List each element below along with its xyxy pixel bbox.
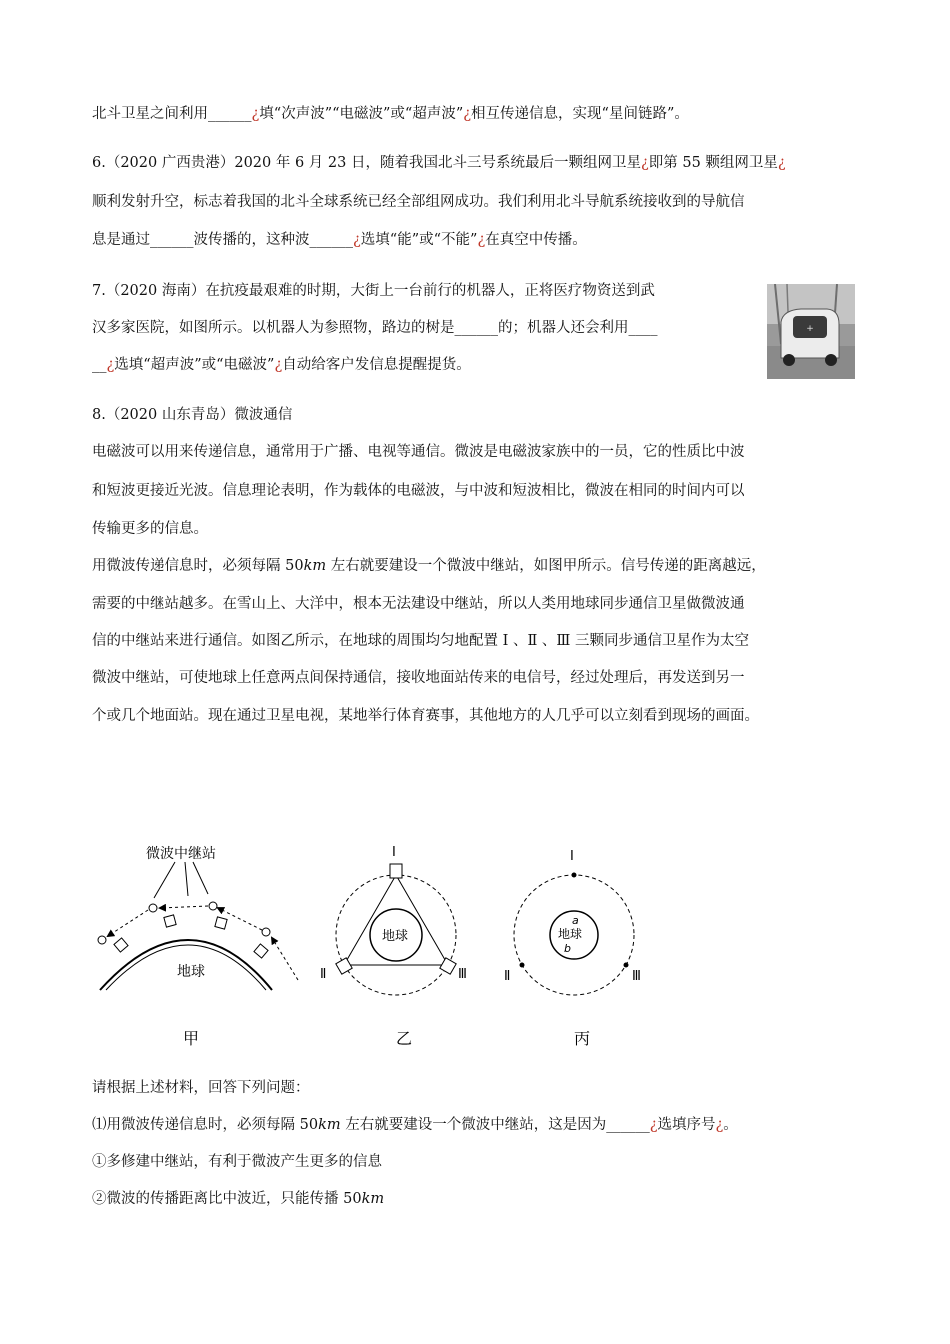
figure-bing — [504, 849, 641, 995]
paragraph-2-line3: 信的中继站来进行通信。如图乙所示，在地球的周围均匀地配置 Ⅰ 、Ⅱ 、Ⅲ 三颗同步通信卫星作为太空 — [92, 633, 749, 649]
robot-photo — [767, 284, 855, 379]
question-6-line2: 顺利发射升空，标志着我国的北斗全球系统已经全部组网成功。我们利用北斗导航系统接收到的导航信 — [92, 194, 745, 210]
point-b-label: b — [564, 942, 571, 955]
bing-sat-3-label: Ⅲ — [632, 969, 641, 984]
caption-bing: 丙 — [574, 1029, 591, 1048]
yi-sat-2-label: Ⅱ — [320, 967, 327, 982]
paragraph-2-line5: 个或几个地面站。现在通过卫星电视，某地举行体育赛事，其他地方的人几乎可以立刻看到现场的画面。 — [92, 708, 759, 724]
question-6-line1: 6.（2020 广西贵港）2020 年 6 月 23 日，随着我国北斗三号系统最后一颗组网卫星¿即第 55 颗组网卫星¿ — [92, 155, 786, 171]
question-8-title: 8.（2020 山东青岛）微波通信 — [92, 407, 293, 423]
yi-sat-1-label: Ⅰ — [392, 845, 396, 860]
question-7-line3: __¿选填“超声波”或“电磁波”¿自动给客户发信息提醒提货。 — [92, 357, 471, 373]
figure-jia — [98, 845, 298, 990]
paragraph-2-line4: 微波中继站，可使地球上任意两点间保持通信，接收地面站传来的电信号，经过处理后，再发送到另一 — [92, 670, 745, 686]
question-7-line2: 汉多家医院，如图所示。以机器人为参照物，路边的树是______的；机器人还会利用____ — [92, 320, 658, 336]
bing-sat-1-label: Ⅰ — [570, 849, 574, 864]
question-7-line1: 7.（2020 海南）在抗疫最艰难的时期，大街上一台前行的机器人，正将医疗物资送到武 — [92, 283, 655, 299]
bing-sat-2-label: Ⅱ — [504, 969, 511, 984]
paragraph-1-line1: 电磁波可以用来传递信息，通常用于广播、电视等通信。微波是电磁波家族中的一员，它的性质比中波 — [92, 444, 745, 460]
caption-yi: 乙 — [396, 1029, 413, 1048]
line-q5-end: 北斗卫星之间利用______¿填“次声波”“电磁波”或“超声波”¿相互传递信息，实现“星间链路”。 — [92, 106, 689, 122]
relay-station-icon — [98, 936, 128, 952]
bing-earth-label: 地球 — [558, 927, 583, 941]
caption-jia: 甲 — [183, 1029, 200, 1048]
microwave-figure — [80, 830, 680, 1060]
relay-station-icon — [149, 904, 176, 927]
paragraph-1-line3: 传输更多的信息。 — [92, 521, 208, 537]
option-1: ①多修建中继站，有利于微波产生更多的信息 — [92, 1154, 382, 1170]
figure-yi — [320, 845, 467, 995]
yi-earth-label: 地球 — [382, 929, 409, 944]
relay-station-label: 微波中继站 — [146, 846, 216, 862]
instruction-line: 请根据上述材料，回答下列问题： — [92, 1080, 310, 1096]
jia-earth-label: 地球 — [177, 964, 205, 980]
svg-text:+: + — [806, 324, 814, 334]
paragraph-2-line1: 用微波传递信息时，必须每隔 50km 左右就要建设一个微波中继站，如图甲所示。信号传递的距离越远， — [92, 558, 766, 574]
paragraph-2-line2: 需要的中继站越多。在雪山上、大洋中，根本无法建设中继站，所以人类用地球同步通信卫星做微波通 — [92, 596, 745, 612]
satellite-icon — [390, 864, 402, 878]
relay-station-icon — [254, 928, 270, 958]
point-a-label: a — [572, 914, 579, 927]
satellite-icon — [440, 958, 456, 974]
yi-sat-3-label: Ⅲ — [458, 967, 467, 982]
question-6-line3: 息是通过______波传播的，这种波______¿选填“能”或“不能”¿在真空中传播。 — [92, 232, 587, 248]
satellite-icon — [336, 958, 352, 974]
relay-station-icon — [209, 902, 227, 929]
option-2: ②微波的传播距离比中波近，只能传播 50km — [92, 1191, 385, 1207]
sub-question-1: ⑴用微波传递信息时，必须每隔 50km 左右就要建设一个微波中继站，这是因为______¿选填序号¿。 — [92, 1117, 738, 1133]
paragraph-1-line2: 和短波更接近光波。信息理论表明，作为载体的电磁波，与中波和短波相比，微波在相同的时间内可以 — [92, 483, 745, 499]
